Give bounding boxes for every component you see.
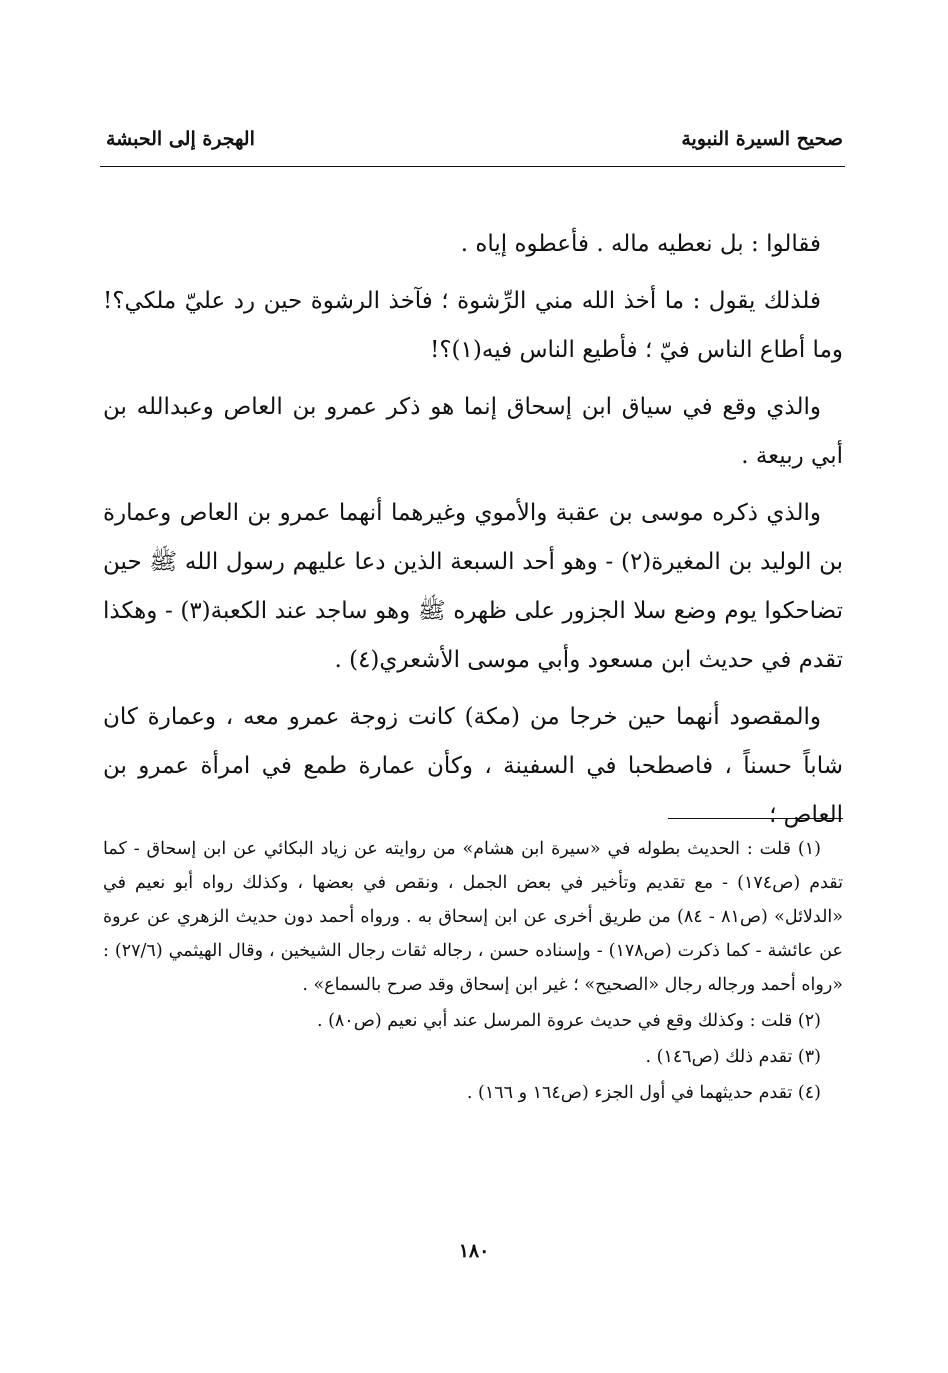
chapter-title: الهجرة إلى الحبشة: [106, 128, 255, 150]
paragraph: والذي وقع في سياق ابن إسحاق إنما هو ذكر عمرو بن العاص وعبدالله بن أبي ربيعة .: [103, 394, 843, 469]
paragraph: فلذلك يقول : ما أخذ الله مني الرِّشوة ؛ فآخذ الرشوة حين رد عليّ ملكي؟! وما أطاع الناس فيّ ؛ فأطيع الناس فيه(١)؟!: [103, 288, 843, 363]
footnote-2: (٢) قلت : وكذلك وقع في حديث عروة المرسل عند أبي نعيم (ص٨٠) .: [316, 1011, 821, 1031]
page-number: ١٨٠: [458, 1240, 490, 1262]
main-text: [103, 220, 843, 848]
running-header: [106, 128, 843, 160]
footnote-divider: [668, 818, 843, 819]
book-title: صحيح السيرة النبوية: [681, 128, 843, 150]
paragraph: والمقصود أنهما حين خرجا من (مكة) كانت زوجة عمرو معه ، وعمارة كان شاباً حسناً ، فاصطحبا في السفينة ، وكأن عمارة طمع في امرأة عمرو بن العاص ؛: [103, 704, 843, 828]
paragraph: والذي ذكره موسى بن عقبة والأموي وغيرهما أنهما عمرو بن العاص وعمارة بن الوليد بن المغيرة(٢) - وهو أحد السبعة الذين دعا عليهم رسول الله ﷺ حين تضاحكوا يوم وضع سلا الجزور على ظهره ﷺ وهو ساجد عند الكعبة(٣) - وهكذا تقدم في حديث ابن مسعود وأبي موسى الأشعري(٤) .: [103, 500, 843, 673]
footnote-1: (١) قلت : الحديث بطوله في «سيرة ابن هشام» من روايته عن زياد البكائي عن ابن إسحاق - كما تقدم (ص١٧٤) - مع تقديم وتأخير في بعض الجمل ، ونقص في بعضها ، وكذلك رواه أبو نعيم في «الدلائل» (ص٨١ - ٨٤) من طريق أخرى عن ابن إسحاق به . ورواه أحمد دون حديث الزهري عن عروة عن عائشة - كما ذكرت (ص١٧٨) - وإسناده حسن ، رجاله ثقات رجال الشيخين ، وقال الهيثمي (٢٧/٦) : «رواه أحمد ورجاله رجال «الصحيح» ؛ غير ابن إسحاق وقد صرح بالسماع» .: [103, 839, 844, 995]
header-divider: [100, 166, 845, 167]
paragraph: فقالوا : بل نعطيه ماله . فأعطوه إياه .: [460, 231, 821, 257]
footnote-3: (٣) تقدم ذلك (ص١٤٦) .: [645, 1047, 821, 1067]
footnotes: [103, 832, 843, 1110]
footnote-4: (٤) تقدم حديثهما في أول الجزء (ص١٦٤ و ١٦٦) .: [466, 1083, 821, 1103]
